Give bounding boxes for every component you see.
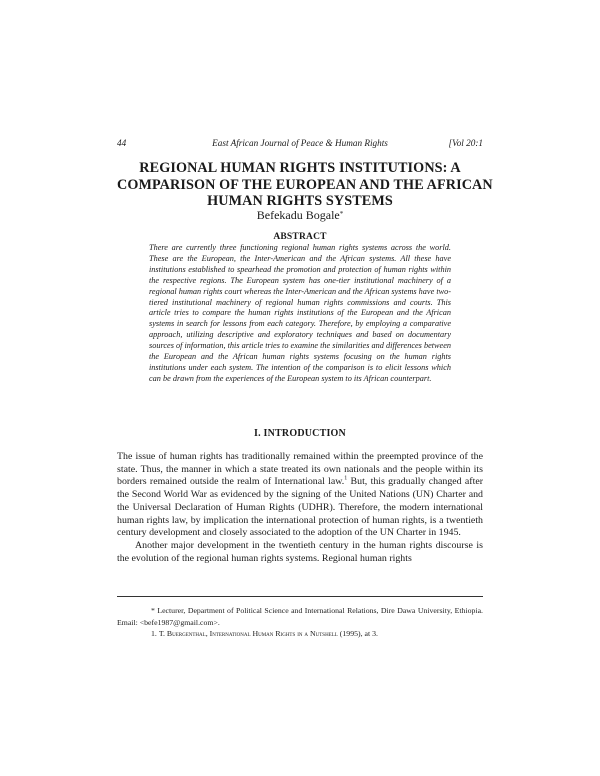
paragraph-text: But, this gradually changed after the Second World War as evidenced by the signing of the United Nations (UN) Charter and the Universal Declaration of Human Rights (UDHR). Therefore, the modern international human rights law, by implication the international protection of human rights, is a twentieth century development and closely associated to the adoption of the UN Charter in 1945. <box>117 476 484 539</box>
body-text <box>117 451 483 565</box>
footnote-ref-1[interactable]: 1 <box>344 476 348 483</box>
paragraph: Another major development in the twentieth century in the human rights discourse is the evolution of the regional human rights systems. Regional human rights <box>117 540 483 564</box>
paragraph-text: The issue of human rights has traditionally remained within the preempted province of the state. Thus, the manner in which a state treated its own nationals and the people within its borders remained outside the realm of International law. <box>117 451 483 488</box>
paragraph <box>117 451 483 540</box>
footnote-author-name: T. Buergenthal <box>158 629 206 638</box>
footnote-separator: , <box>205 629 210 638</box>
footnote-number: 1. <box>151 629 157 638</box>
volume-label: [Vol 20:1 <box>448 138 483 148</box>
author-byline <box>117 208 483 222</box>
footnote-author: * Lecturer, Department of Political Science and International Relations, Dire Dawa University, Ethiopia. Email: <befe1987@gmail.com>. <box>117 606 483 627</box>
title-line: COMPARISON OF THE EUROPEAN AND THE AFRICAN <box>117 176 493 193</box>
footnote-1 <box>117 628 483 640</box>
footnotes <box>117 605 483 640</box>
footnote-book-title: International Human Rights in a Nutshell <box>209 629 338 638</box>
footnote-divider <box>117 596 483 597</box>
abstract-heading: ABSTRACT <box>273 232 327 242</box>
section-heading-introduction: I. INTRODUCTION <box>254 428 346 439</box>
running-header <box>117 138 483 150</box>
title-line: REGIONAL HUMAN RIGHTS INSTITUTIONS: A <box>139 160 461 176</box>
journal-title: East African Journal of Peace & Human Rights <box>212 138 388 148</box>
title-line: HUMAN RIGHTS SYSTEMS <box>207 193 393 210</box>
abstract-text: There are currently three functioning regional human rights systems across the world. These are the European, the Inter-American and the African systems. All these have institutions established to spearhead the promotion and protection of human rights within the respective regions. The European system has one-tier institutional machinery of a regional human rights court whereas the Inter-American and the African systems have two-tiered institutional machinery of regional human rights commissions and courts. This article tries to compare the human rights institutions of the European and the African systems in search for lessons from each category. Therefore, by employing a comparative approach, utilizing descriptive and exploratory techniques and based on documentary sources of information, this article tries to examine the similarities and differences between the European and the African human rights systems focusing on the human rights institutions under each system. The intention of the comparison is to elicit lessons which can be drawn from the experiences of the European system to its African counterpart. <box>149 243 451 383</box>
footnote-citation: (1995), at 3. <box>337 629 378 638</box>
author-name: Befekadu Bogale <box>256 208 340 222</box>
page-number: 44 <box>117 138 127 148</box>
article-title <box>117 160 493 210</box>
author-footnote-marker[interactable]: * <box>339 210 344 218</box>
